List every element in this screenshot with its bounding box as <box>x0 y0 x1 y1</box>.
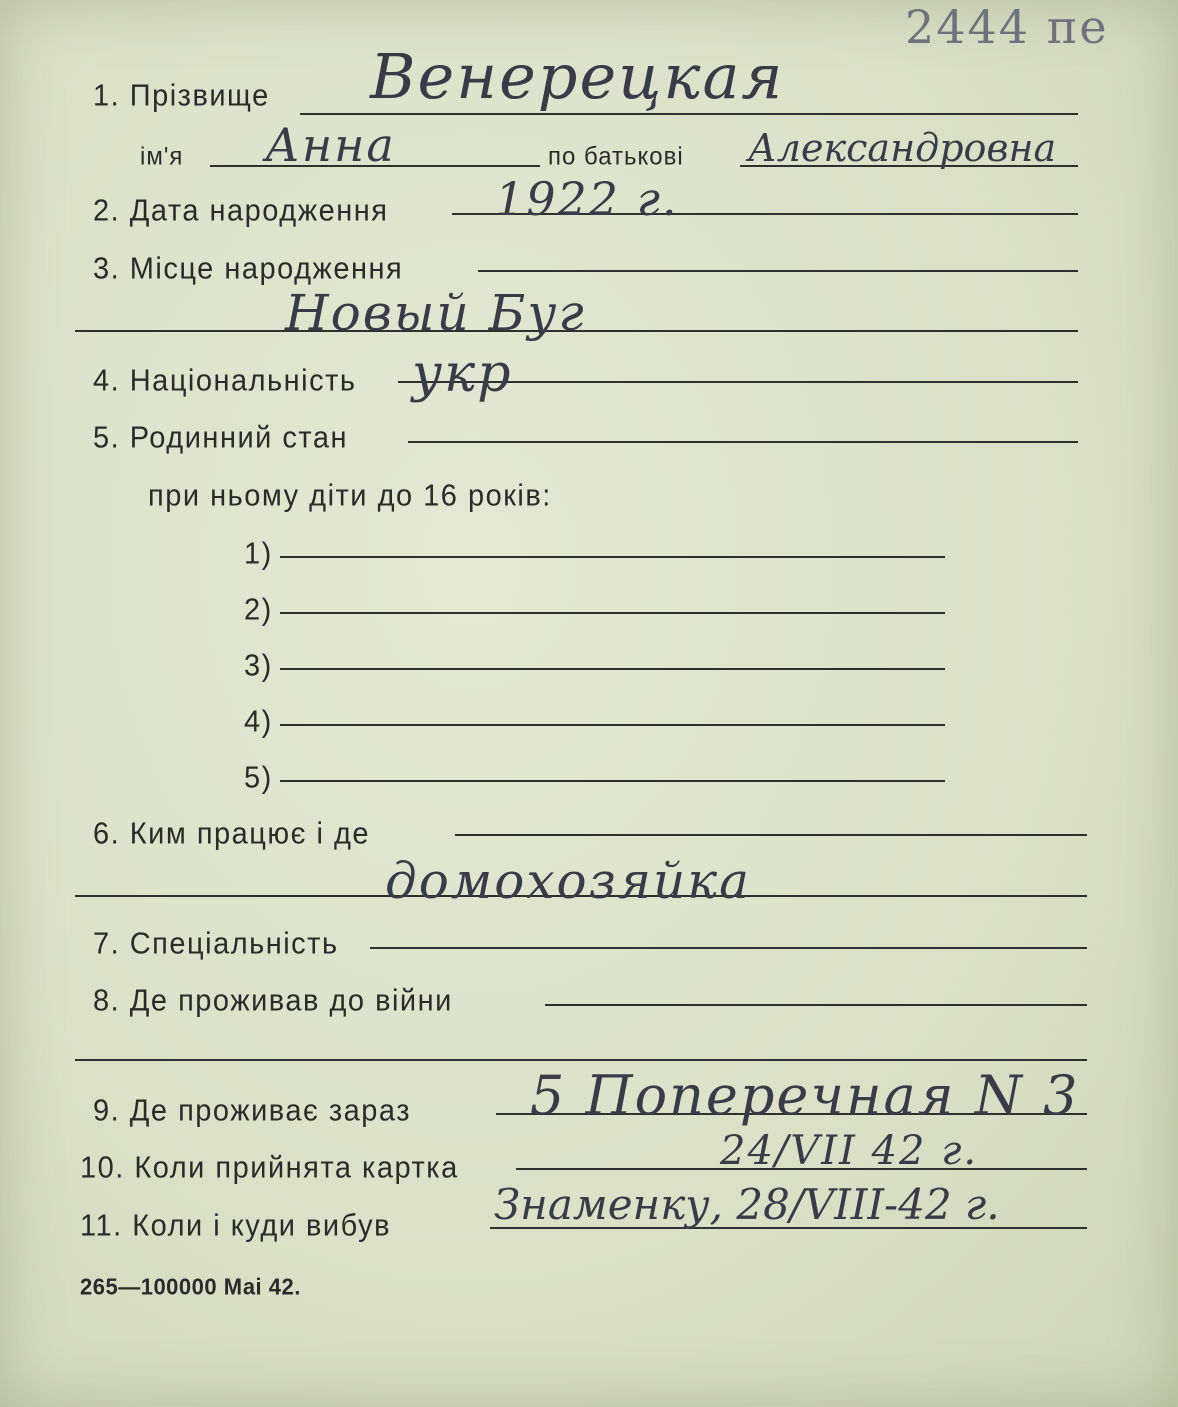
current-residence-label: 9. Де проживає зараз <box>93 1094 412 1128</box>
archive-number: 2444 пе <box>905 0 1109 54</box>
occupation-label: 6. Ким працює і де <box>93 817 371 851</box>
nationality-label: 4. Національність <box>93 364 357 398</box>
birth-place-value: Новый Буг <box>285 284 586 342</box>
departure-label: 11. Коли і куди вибув <box>80 1209 391 1243</box>
occupation-value: домохозяйка <box>385 852 751 910</box>
child-item-2: 2) <box>244 593 273 627</box>
prewar-residence-line-2 <box>75 1059 1087 1061</box>
marital-status-label: 5. Родинний стан <box>93 421 349 455</box>
birth-place-label: 3. Місце народження <box>93 252 404 286</box>
name-value: Анна <box>265 118 396 172</box>
children-label: при ньому діти до 16 років: <box>148 479 552 513</box>
birth-place-line-1 <box>478 270 1078 272</box>
specialty-line <box>370 947 1087 949</box>
birth-date-value: 1922 г. <box>495 172 679 226</box>
marital-status-line <box>408 441 1078 443</box>
child-item-3: 3) <box>244 649 273 683</box>
child-line-5 <box>280 780 945 782</box>
occupation-line-1 <box>455 834 1087 836</box>
surname-line <box>300 113 1078 115</box>
surname-value: Венерецкая <box>370 40 785 113</box>
child-line-1 <box>280 556 945 558</box>
child-line-4 <box>280 724 945 726</box>
card-accepted-value: 24/VII 42 г. <box>720 1128 979 1174</box>
child-item-5: 5) <box>244 761 273 795</box>
nationality-value: укр <box>412 344 513 404</box>
child-item-4: 4) <box>244 705 273 739</box>
surname-label: 1. Прізвище <box>93 79 270 113</box>
child-line-2 <box>280 612 945 614</box>
prewar-residence-label: 8. Де проживав до війни <box>93 984 453 1018</box>
patronymic-value: Александровна <box>748 126 1057 170</box>
specialty-label: 7. Спеціальність <box>93 927 339 961</box>
print-info: 265—100000 Маі 42. <box>80 1273 301 1300</box>
name-label: ім'я <box>140 142 184 171</box>
birth-date-label: 2. Дата народження <box>93 194 389 228</box>
patronymic-label: по батькові <box>548 142 684 171</box>
child-item-1: 1) <box>244 537 273 571</box>
card-accepted-label: 10. Коли прийнята картка <box>80 1151 459 1185</box>
child-line-3 <box>280 668 945 670</box>
prewar-residence-line-1 <box>545 1004 1087 1006</box>
current-residence-value: 5 Поперечная N 3 <box>530 1064 1080 1127</box>
departure-value: Знаменку, 28/VIII-42 г. <box>494 1180 1000 1229</box>
